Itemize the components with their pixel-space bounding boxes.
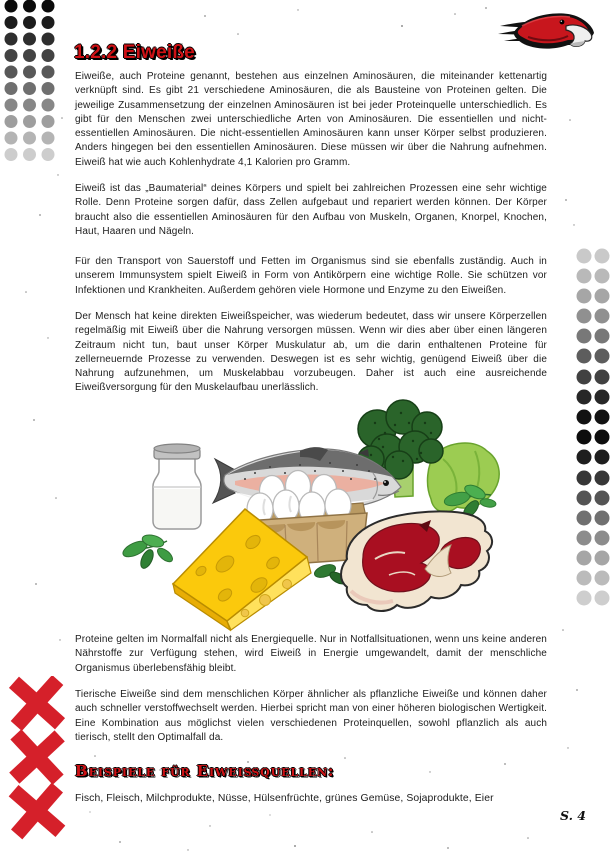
examples-list: Fisch, Fleisch, Milchprodukte, Nüsse, Hülsenfrüchte, grünes Gemüse, Sojaprodukte, Eier: [75, 793, 494, 804]
paragraph-animal-vs-plant: Tierische Eiweiße sind dem menschlichen Körper ähnlicher als pflanzliche Eiweiße und können daher auch schneller verstoffwechselt werden. Hierbei spricht man von einer höheren biologischen Wertigkeit. Eine Kombination aus möglichst vielen verschiedenen Proteinquellen, sowohl pflanzlich als auch tierisch, stellt den Optimalfall da.: [75, 689, 547, 743]
red-x-marks-icon: [4, 676, 70, 840]
paragraph-energy-source: Proteine gelten im Normalfall nicht als Energiequelle. Nur in Notfallsituationen, wenn uns keine anderen Nährstoffe zur Verfügung stehen, wird Eiweiß in Energie umgewandelt, damit der menschliche Organismus überlebensfähig bleibt.: [75, 634, 547, 674]
page-number: S. 4: [560, 808, 586, 823]
paragraph-transport-immune: Für den Transport von Sauerstoff und Fetten im Organismus sind sie ebenfalls zuständig. Auch in unserem Immunsystem spielt Eiweiß in Form von Antikörpern eine wichtige Rolle. Sie schützen vor Infektionen und Krankheiten. Außerdem gehören viele Hormone und Enzyme zu den Eiweißen.: [75, 256, 547, 296]
protein-foods-illustration: [75, 399, 547, 632]
examples-heading: Beispiele für Eiweißquellen:: [75, 762, 335, 780]
section-heading: 1.2.2 Eiweiße: [74, 42, 195, 63]
eagle-logo-icon: [498, 6, 604, 60]
paragraph-building-material: Eiweiß ist das „Baumaterial“ deines Körpers und spielt bei zahlreichen Prozessen eine sehr wichtige Rolle. Denn Proteine sorgen dafür, dass Zellen aufgebaut und repariert werden können. Der Körper braucht also die essentiellen Aminosäuren für den Aufbau von Muskeln, Organen, Knorpel, Knochen, Haut, Haaren und Nägeln.: [75, 183, 547, 237]
milk-bottle-icon: [153, 444, 201, 529]
paragraph-intro-amino-acids: Eiweiße, auch Proteine genannt, bestehen aus einzelnen Aminosäuren, die miteinander kettenartig verknüpft sind. Es gibt 21 verschiedene Aminosäuren, die als Bausteine von Proteinen gelten. Die jeweilige Zusammensetzung der einzelnen Aminosäuren ist bei jeder Proteinquelle unterschiedlich. Es gibt für den Menschen zwei unterschiedliche Arten von Aminosäuren. Die essentiellen und nicht-essentiellen Aminosäuren. Die nicht-essentiellen Aminosäuren kann unser Körper selbst produzieren. Anders hingegen bei den essentiellen Aminosäuren. Diese müssen wir über die Nahrung aufnehmen. Eiweiß hat wie auch Kohlenhydrate 4,1 Kalorien pro Gramm.: [75, 71, 547, 168]
paragraph-protein-storage: Der Mensch hat keine direkten Eiweißspeicher, was wiederum bedeutet, dass wir unsere Körperzellen regelmäßig mit Eiweiß über die Nahrung versorgen müssen. Wenn wir dies aber über einen längeren Zeitraum nicht tun, baut unser Körper Muskulatur ab, um die darin enthaltenen Proteine für zellerneuernde Prozesse zu verwenden. Deswegen ist es sehr wichtig, genügend Eiweiß über die Nahrung aufzunehmen, um Muskelabbau vorzubeugen. Daher ist auch eine ausreichende Eiweißversorgung für den Muskelaufbau unerlässlich.: [75, 311, 547, 394]
basil-leaves-icon: [121, 533, 175, 570]
